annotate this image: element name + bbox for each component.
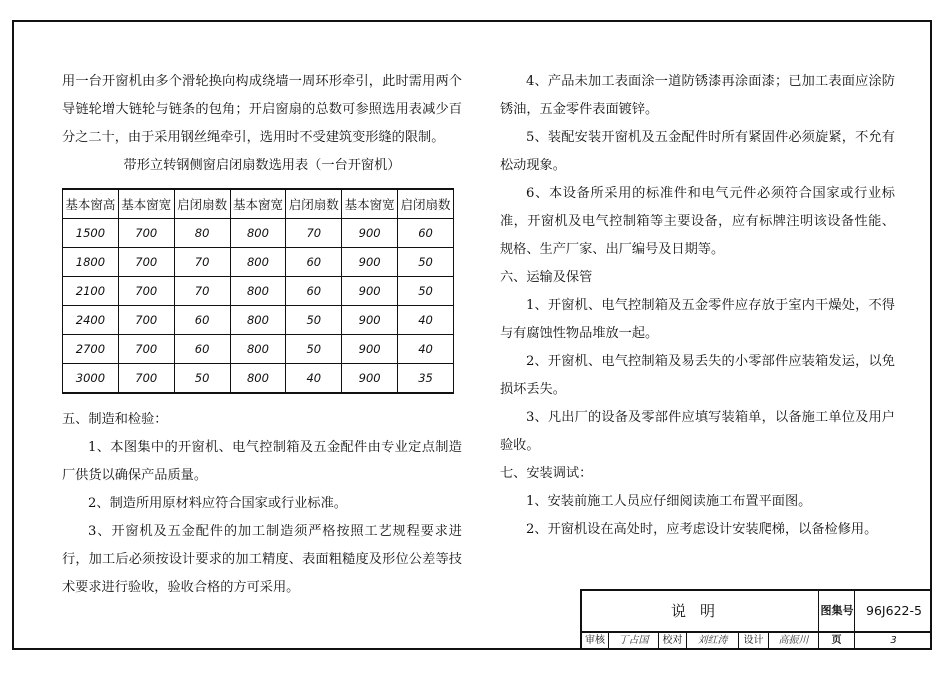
table-cell: 1500: [63, 219, 119, 248]
table-row: [63, 364, 454, 394]
table-cell: 700: [118, 219, 174, 248]
header-cell: 基本窗宽: [342, 189, 398, 219]
header-cell: 启闭扇数: [174, 189, 230, 219]
table-cell: 60: [174, 306, 230, 335]
table-cell: 70: [174, 248, 230, 277]
table-cell: 900: [342, 364, 398, 394]
table-cell: 50: [286, 306, 342, 335]
table-cell: 35: [398, 364, 454, 394]
table-cell: 800: [230, 335, 286, 364]
review-label: 审核: [585, 635, 605, 646]
signature-row: [582, 631, 932, 650]
table-row: [63, 248, 454, 277]
intro-paragraph: 用一台开窗机由多个滑轮换向构成绕墙一周环形牵引，此时需用两个导链轮增大链轮与链条的包角；开启窗扇的总数可参照选用表减少百分之二十，由于采用钢丝绳牵引，选用时不受建筑变形缝的限制。: [62, 74, 462, 145]
table-cell: 900: [342, 248, 398, 277]
section5-heading: 五、制造和检验：: [62, 412, 168, 427]
table-cell: 700: [118, 364, 174, 394]
review-signature: 丁占国: [608, 631, 658, 650]
design-signature: 高振川: [768, 631, 818, 650]
table-cell: 800: [230, 219, 286, 248]
section7-item: 1、安装前施工人员应仔细阅读施工布置平面图。: [526, 494, 812, 509]
table-cell: 70: [174, 277, 230, 306]
table-cell: 40: [398, 306, 454, 335]
table-cell: 50: [174, 364, 230, 394]
section5-item: 5、装配安装开窗机及五金配件时所有紧固件必须旋紧，不允有松动现象。: [500, 130, 895, 173]
table-cell: 80: [174, 219, 230, 248]
right-column: [500, 68, 895, 544]
atlas-number: 96J622-5: [854, 591, 933, 631]
table-cell: 800: [230, 306, 286, 335]
header-cell: 基本窗宽: [230, 189, 286, 219]
table-cell: 50: [398, 248, 454, 277]
table-cell: 800: [230, 364, 286, 394]
drawing-title: 说明: [670, 602, 729, 620]
page-label: 页: [818, 631, 854, 650]
table-cell: 50: [398, 277, 454, 306]
table-title: 带形立转钢侧窗启闭扇数选用表（一台开窗机）: [123, 158, 401, 173]
table-cell: 60: [174, 335, 230, 364]
table-cell: 800: [230, 248, 286, 277]
header-cell: 基本窗高: [63, 189, 119, 219]
header-cell: 基本窗宽: [118, 189, 174, 219]
selection-table: [62, 188, 454, 394]
title-block-top-row: [582, 591, 932, 633]
table-cell: 800: [230, 277, 286, 306]
section6-item: 3、凡出厂的设备及零部件应填写装箱单，以备施工单位及用户验收。: [500, 410, 895, 453]
table-cell: 900: [342, 306, 398, 335]
table-cell: 700: [118, 277, 174, 306]
table-row: [63, 219, 454, 248]
header-cell: 启闭扇数: [286, 189, 342, 219]
header-cell: 启闭扇数: [398, 189, 454, 219]
table-cell: 50: [286, 335, 342, 364]
table-cell: 900: [342, 219, 398, 248]
table-cell: 70: [286, 219, 342, 248]
title-block: [580, 589, 932, 650]
table-cell: 700: [118, 335, 174, 364]
table-cell: 700: [118, 248, 174, 277]
table-cell: 2700: [63, 335, 119, 364]
table-cell: 60: [398, 219, 454, 248]
table-cell: 2100: [63, 277, 119, 306]
table-cell: 900: [342, 335, 398, 364]
table-cell: 3000: [63, 364, 119, 394]
left-column: [62, 68, 462, 602]
table-cell: 700: [118, 306, 174, 335]
table-row: [63, 306, 454, 335]
check-label: 校对: [658, 631, 686, 650]
page-number: 3: [854, 631, 932, 650]
table-row: [63, 335, 454, 364]
design-label: 设计: [738, 631, 768, 650]
section6-heading: 六、运输及保管: [500, 270, 593, 285]
section5-item: 4、产品未加工表面涂一道防锈漆再涂面漆；已加工表面应涂防锈油，五金零件表面镀锌。: [500, 74, 895, 117]
check-signature: 刘红涛: [686, 631, 738, 650]
table-cell: 40: [398, 335, 454, 364]
table-row: [63, 277, 454, 306]
table-header-row: [63, 189, 454, 219]
table-cell: 60: [286, 277, 342, 306]
table-cell: 2400: [63, 306, 119, 335]
table-cell: 60: [286, 248, 342, 277]
section5-item: 1、本图集中的开窗机、电气控制箱及五金配件由专业定点制造厂供货以确保产品质量。: [62, 440, 462, 483]
section5-item: 2、制造所用原材料应符合国家或行业标准。: [88, 496, 347, 511]
section5-item: 6、本设备所采用的标准件和电气元件必须符合国家或行业标准，开窗机及电气控制箱等主要设备，应有标牌注明该设备性能、规格、生产厂家、出厂编号及日期等。: [500, 186, 895, 257]
section6-item: 1、开窗机、电气控制箱及五金零件应存放于室内干燥处，不得与有腐蚀性物品堆放一起。: [500, 298, 895, 341]
table-cell: 1800: [63, 248, 119, 277]
section6-item: 2、开窗机、电气控制箱及易丢失的小零部件应装箱发运，以免损坏丢失。: [500, 354, 895, 397]
section7-heading: 七、安装调试：: [500, 466, 593, 481]
table-cell: 40: [286, 364, 342, 394]
section7-item: 2、开窗机设在高处时，应考虑设计安装爬梯，以备检修用。: [526, 522, 878, 537]
table-cell: 900: [342, 277, 398, 306]
section5-item: 3、开窗机及五金配件的加工制造须严格按照工艺规程要求进行，加工后必须按设计要求的加工精度、表面粗糙度及形位公差等技术要求进行验收，验收合格的方可采用。: [62, 524, 462, 595]
atlas-number-label: 图集号: [818, 591, 855, 631]
